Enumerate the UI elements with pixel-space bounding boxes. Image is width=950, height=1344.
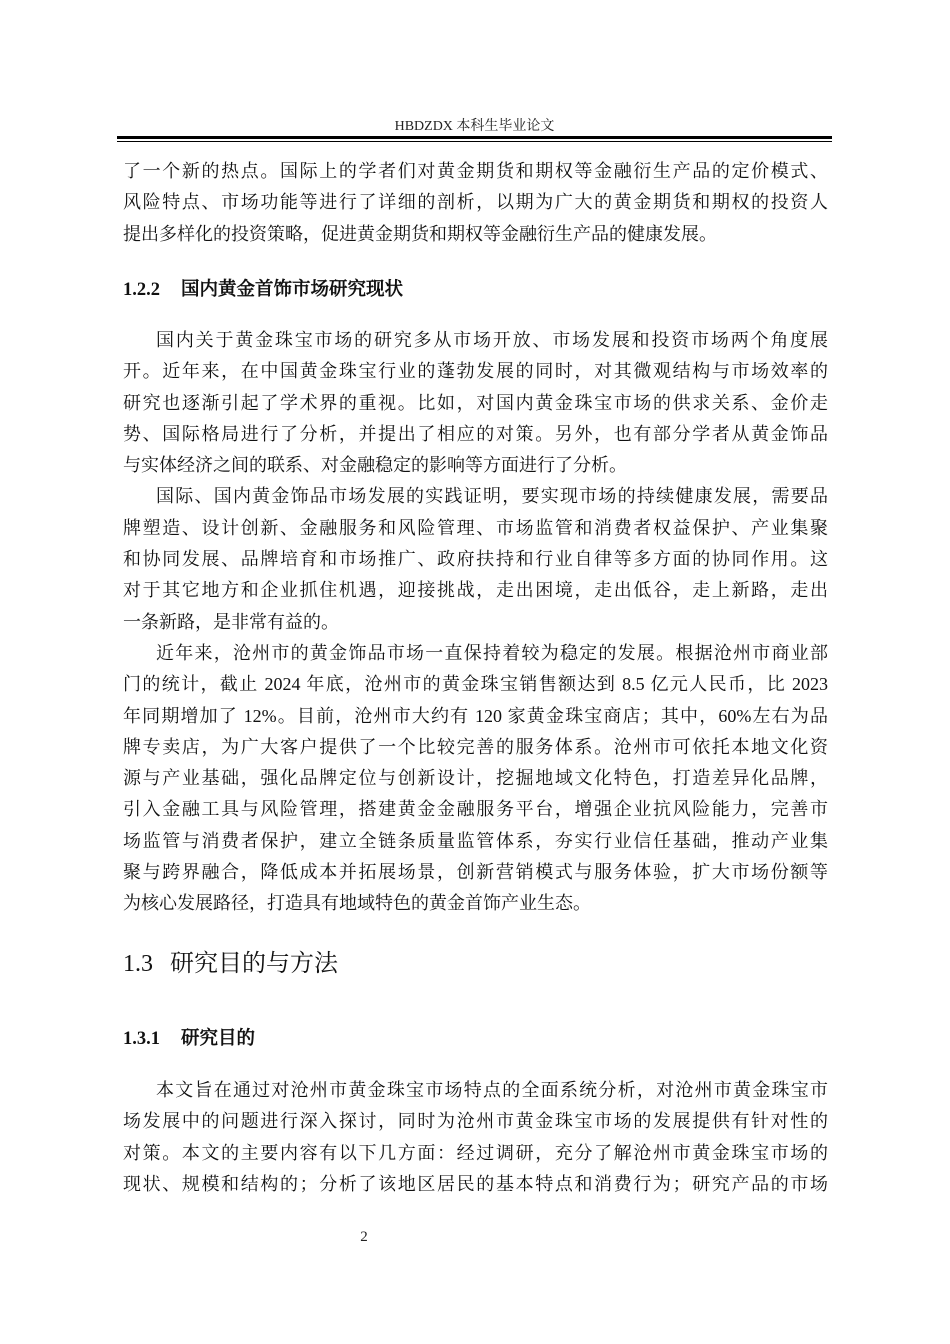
text-line: 引入金融工具与风险管理，搭建黄金金融服务平台，增强企业抗风险能力，完善市	[123, 799, 828, 820]
text-line: 势、国际格局进行了分析，并提出了相应的对策。另外，也有部分学者从黄金饰品	[123, 423, 828, 444]
section-heading-1-3-1	[123, 1025, 828, 1051]
paragraph	[123, 325, 828, 481]
text-line: 场监管与消费者保护，建立全链条质量监管体系，夯实行业信任基础，推动产业集	[123, 830, 828, 851]
text-line: 国际、国内黄金饰品市场发展的实践证明，要实现市场的持续健康发展，需要品	[156, 486, 828, 507]
text-line: 提出多样化的投资策略，促进黄金期货和期权等金融衍生产品的健康发展。	[123, 223, 717, 244]
text-line: 为核心发展路径，打造具有地域特色的黄金首饰产业生态。	[123, 893, 591, 914]
section-title: 研究目的与方法	[170, 951, 338, 978]
text-line: 国内关于黄金珠宝市场的研究多从市场开放、市场发展和投资市场两个角度展	[156, 330, 828, 350]
paragraph	[123, 638, 828, 920]
text-line: 牌塑造、设计创新、金融服务和风险管理、市场监管和消费者权益保护、产业集聚	[123, 517, 828, 538]
section-number: 1.2.2	[123, 279, 160, 300]
section-heading-1-2-2	[123, 276, 828, 302]
text-line: 与实体经济之间的联系、对金融稳定的影响等方面进行了分析。	[123, 455, 627, 476]
text-line: 牌专卖店，为广大客户提供了一个比较完善的服务体系。沧州市可依托本地文化资	[123, 736, 828, 757]
section-number: 1.3	[123, 951, 153, 978]
running-header: HBDZDX 本科生毕业论文	[394, 119, 555, 134]
paragraph	[123, 156, 828, 250]
text-line: 场发展中的问题进行深入探讨，同时为沧州市黄金珠宝市场的发展提供有针对性的	[123, 1111, 828, 1132]
text-line: 聚与跨界融合，降低成本并拓展场景，创新营销模式与服务体验，扩大市场份额等	[123, 862, 828, 883]
text-line: 门的统计，截止 2024 年底，沧州市的黄金珠宝销售额达到 8.5 亿元人民币，比 2023	[123, 674, 828, 695]
section-title: 国内黄金首饰市场研究现状	[181, 279, 404, 300]
section-1-2-2-body	[123, 325, 828, 920]
section-title: 研究目的	[181, 1028, 256, 1049]
paragraph	[123, 481, 828, 637]
header-rule-thick	[117, 136, 832, 139]
text-line: 对策。本文的主要内容有以下几方面：经过调研，充分了解沧州市黄金珠宝市场的	[123, 1142, 828, 1163]
text-line: 和协同发展、品牌培育和市场推广、政府扶持和行业自律等多方面的协同作用。这	[123, 549, 828, 570]
text-line: 近年来，沧州市的黄金饰品市场一直保持着较为稳定的发展。根据沧州市商业部	[156, 642, 828, 663]
text-line: 本文旨在通过对沧州市黄金珠宝市场特点的全面系统分析，对沧州市黄金珠宝市	[156, 1080, 828, 1100]
text-line: 开。近年来，在中国黄金珠宝行业的蓬勃发展的同时，对其微观结构与市场效率的	[123, 361, 828, 382]
header-rule-thin	[117, 141, 832, 142]
continued-paragraph	[123, 156, 828, 250]
text-line: 年同期增加了 12%。目前，沧州市大约有 120 家黄金珠宝商店；其中，60%左右为品	[123, 705, 828, 726]
text-line: 研究也逐渐引起了学术界的重视。比如，对国内黄金珠宝市场的供求关系、金价走	[123, 392, 828, 413]
section-number: 1.3.1	[123, 1028, 160, 1049]
text-line: 对于其它地方和企业抓住机遇，迎接挑战，走出困境，走出低谷，走上新路，走出	[123, 580, 828, 601]
text-line: 了一个新的热点。国际上的学者们对黄金期货和期权等金融衍生产品的定价模式、	[123, 161, 828, 181]
text-line: 一条新路，是非常有益的。	[123, 611, 339, 632]
text-line: 源与产业基础，强化品牌定位与创新设计，挖掘地域文化特色，打造差异化品牌，	[123, 768, 828, 789]
section-1-3-1-body	[123, 1075, 828, 1200]
text-line: 现状、规模和结构的；分析了该地区居民的基本特点和消费行为；研究产品的市场	[123, 1173, 828, 1194]
section-heading-1-3	[123, 947, 828, 979]
paragraph	[123, 1075, 828, 1200]
page-number: 2	[360, 1229, 368, 1245]
text-line: 风险特点、市场功能等进行了详细的剖析，以期为广大的黄金期货和期权的投资人	[123, 192, 828, 213]
